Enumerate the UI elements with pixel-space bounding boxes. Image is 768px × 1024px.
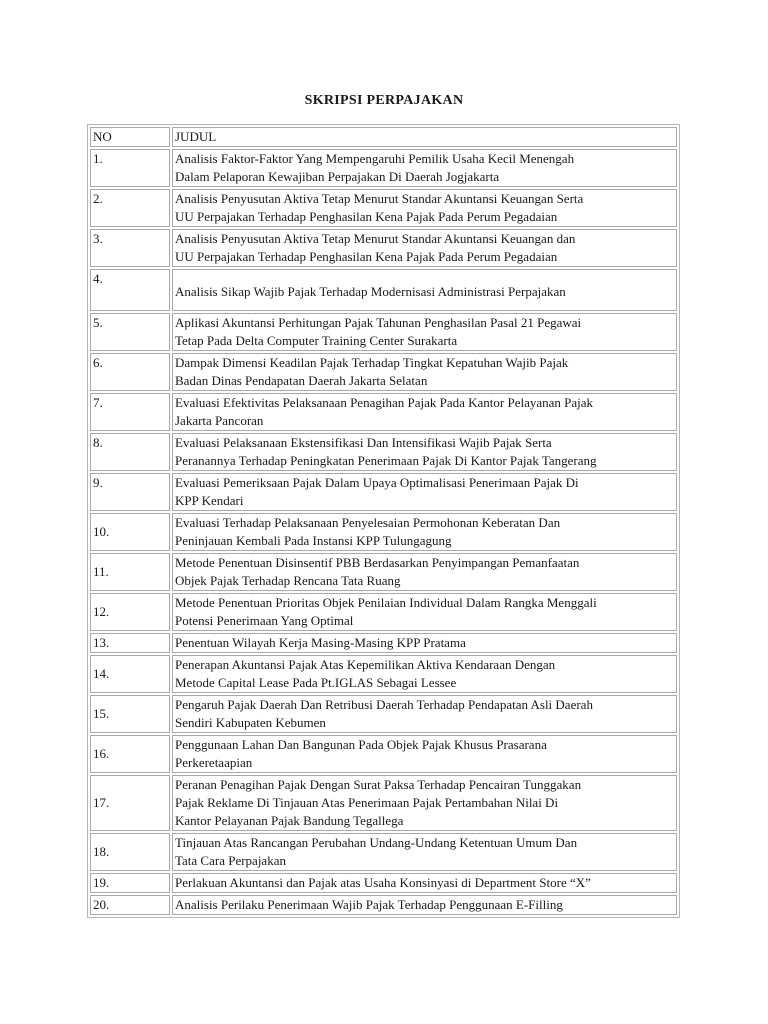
row-number: 6.	[90, 353, 170, 391]
title-line: Sendiri Kabupaten Kebumen	[175, 715, 326, 730]
title-line: Penerapan Akuntansi Pajak Atas Kepemilikan Aktiva Kendaraan Dengan	[175, 657, 556, 672]
row-number: 19.	[90, 873, 170, 893]
table-row	[90, 633, 677, 653]
row-title	[172, 149, 677, 187]
title-line: Evaluasi Efektivitas Pelaksanaan Penagihan Pajak Pada Kantor Pelayanan Pajak	[175, 395, 594, 410]
row-number: 5.	[90, 313, 170, 351]
row-number: 14.	[90, 655, 170, 693]
header-no: NO	[90, 127, 170, 147]
title-line: Pajak Reklame Di Tinjauan Atas Penerimaan Pajak Pertambahan Nilai Di	[175, 795, 559, 810]
row-number: 20.	[90, 895, 170, 915]
row-number: 8.	[90, 433, 170, 471]
row-number: 9.	[90, 473, 170, 511]
title-line: Peranan Penagihan Pajak Dengan Surat Paksa Terhadap Pencairan Tunggakan	[175, 777, 582, 792]
row-number: 15.	[90, 695, 170, 733]
title-line: Dalam Pelaporan Kewajiban Perpajakan Di Daerah Jogjakarta	[175, 169, 500, 184]
title-line: Potensi Penerimaan Yang Optimal	[175, 613, 354, 628]
row-number: 3.	[90, 229, 170, 267]
table-row	[90, 189, 677, 227]
row-title	[172, 313, 677, 351]
row-number: 10.	[90, 513, 170, 551]
header-title: JUDUL	[172, 127, 677, 147]
title-line: Evaluasi Pelaksanaan Ekstensifikasi Dan Intensifikasi Wajib Pajak Serta	[175, 435, 552, 450]
title-line: Tata Cara Perpajakan	[175, 853, 286, 868]
row-number: 1.	[90, 149, 170, 187]
title-line: Perlakuan Akuntansi dan Pajak atas Usaha Konsinyasi di Department Store “X”	[175, 875, 591, 890]
title-line: Metode Penentuan Prioritas Objek Penilaian Individual Dalam Rangka Menggali	[175, 595, 597, 610]
row-title	[172, 873, 677, 893]
row-title	[172, 229, 677, 267]
title-line: Peranannya Terhadap Peningkatan Penerimaan Pajak Di Kantor Pajak Tangerang	[175, 453, 597, 468]
title-line: Tinjauan Atas Rancangan Perubahan Undang-Undang Ketentuan Umum Dan	[175, 835, 578, 850]
title-line: Analisis Sikap Wajib Pajak Terhadap Modernisasi Administrasi Perpajakan	[175, 284, 566, 299]
title-line: Metode Penentuan Disinsentif PBB Berdasarkan Penyimpangan Pemanfaatan	[175, 555, 580, 570]
row-number: 13.	[90, 633, 170, 653]
table-row	[90, 775, 677, 831]
table-row	[90, 895, 677, 915]
table-row	[90, 269, 677, 311]
row-title	[172, 633, 677, 653]
document-title: SKRIPSI PERPAJAKAN	[304, 93, 464, 108]
row-number: 12.	[90, 593, 170, 631]
table-row	[90, 873, 677, 893]
row-title	[172, 189, 677, 227]
row-number: 16.	[90, 735, 170, 773]
table-row	[90, 735, 677, 773]
title-line: Perkeretaapian	[175, 755, 253, 770]
table-row	[90, 149, 677, 187]
table-row	[90, 353, 677, 391]
row-number: 7.	[90, 393, 170, 431]
row-title	[172, 695, 677, 733]
title-line: Evaluasi Pemeriksaan Pajak Dalam Upaya Optimalisasi Penerimaan Pajak Di	[175, 475, 579, 490]
title-line: Metode Capital Lease Pada Pt.IGLAS Sebagai Lessee	[175, 675, 457, 690]
title-line: Aplikasi Akuntansi Perhitungan Pajak Tahunan Penghasilan Pasal 21 Pegawai	[175, 315, 582, 330]
table-row	[90, 593, 677, 631]
row-title	[172, 393, 677, 431]
row-title	[172, 433, 677, 471]
title-line: KPP Kendari	[175, 493, 244, 508]
title-line: Dampak Dimensi Keadilan Pajak Terhadap Tingkat Kepatuhan Wajib Pajak	[175, 355, 569, 370]
title-line: Tetap Pada Delta Computer Training Center Surakarta	[175, 333, 458, 348]
table-row	[90, 655, 677, 693]
row-number: 18.	[90, 833, 170, 871]
title-line: Kantor Pelayanan Pajak Bandung Tegallega	[175, 813, 404, 828]
table-row	[90, 553, 677, 591]
table-header-row	[90, 127, 677, 147]
row-title	[172, 513, 677, 551]
row-title	[172, 775, 677, 831]
title-line: Analisis Perilaku Penerimaan Wajib Pajak Terhadap Penggunaan E-Filling	[175, 897, 563, 912]
table-row	[90, 473, 677, 511]
title-line: Badan Dinas Pendapatan Daerah Jakarta Selatan	[175, 373, 428, 388]
row-title	[172, 593, 677, 631]
table-row	[90, 229, 677, 267]
thesis-title-table	[87, 124, 680, 918]
row-title	[172, 353, 677, 391]
title-line: Analisis Faktor-Faktor Yang Mempengaruhi Pemilik Usaha Kecil Menengah	[175, 151, 575, 166]
row-number: 2.	[90, 189, 170, 227]
table-row	[90, 833, 677, 871]
title-line: Analisis Penyusutan Aktiva Tetap Menurut Standar Akuntansi Keuangan dan	[175, 231, 576, 246]
row-title	[172, 269, 677, 311]
title-line: Penentuan Wilayah Kerja Masing-Masing KPP Pratama	[175, 635, 466, 650]
row-title	[172, 833, 677, 871]
table-row	[90, 695, 677, 733]
table-row	[90, 513, 677, 551]
title-line: Pengaruh Pajak Daerah Dan Retribusi Daerah Terhadap Pendapatan Asli Daerah	[175, 697, 593, 712]
row-title	[172, 473, 677, 511]
title-line: Objek Pajak Terhadap Rencana Tata Ruang	[175, 573, 401, 588]
title-line: Jakarta Pancoran	[175, 413, 264, 428]
title-line: UU Perpajakan Terhadap Penghasilan Kena Pajak Pada Perum Pegadaian	[175, 209, 558, 224]
row-title	[172, 553, 677, 591]
title-line: UU Perpajakan Terhadap Penghasilan Kena Pajak Pada Perum Pegadaian	[175, 249, 558, 264]
row-title	[172, 655, 677, 693]
row-title	[172, 895, 677, 915]
row-number: 4.	[90, 269, 170, 311]
row-number: 17.	[90, 775, 170, 831]
title-line: Evaluasi Terhadap Pelaksanaan Penyelesaian Permohonan Keberatan Dan	[175, 515, 561, 530]
row-number: 11.	[90, 553, 170, 591]
row-title	[172, 735, 677, 773]
table-row	[90, 433, 677, 471]
table-row	[90, 393, 677, 431]
table-row	[90, 313, 677, 351]
title-line: Analisis Penyusutan Aktiva Tetap Menurut Standar Akuntansi Keuangan Serta	[175, 191, 584, 206]
title-line: Peninjauan Kembali Pada Instansi KPP Tulungagung	[175, 533, 452, 548]
title-line: Penggunaan Lahan Dan Bangunan Pada Objek Pajak Khusus Prasarana	[175, 737, 547, 752]
